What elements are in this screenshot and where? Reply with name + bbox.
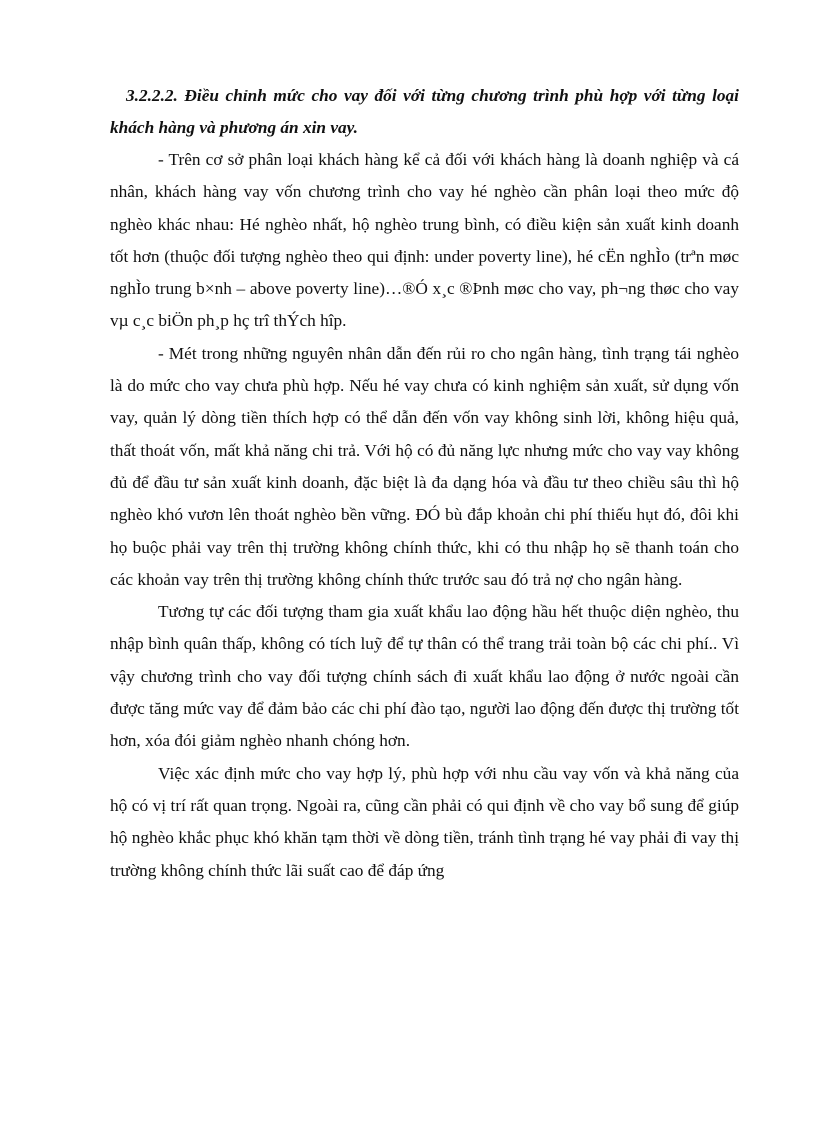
paragraph-3: Tương tự các đối tượng tham gia xuất khẩu lao động hầu hết thuộc diện nghèo, thu nhập bình quân thấp, không có tích luỹ để tự thân có thể trang trải toàn bộ các chi phí.. Vì vậy chương trình cho vay đối tượng chính sách đi xuất khẩu lao động ở nước ngoài cần được tăng mức vay để đảm bảo các chi phí đào tạo, người lao động đến được thị trường tốt hơn, xóa đói giảm nghèo nhanh chóng hơn. (110, 602, 739, 751)
paragraph-1: - Trên cơ sở phân loại khách hàng kể cả đối với khách hàng là doanh nghiệp và cá nhân, khách hàng vay vốn chương trình cho vay hé nghèo cần phân loại theo mức độ nghèo khác nhau: Hé nghèo nhất, hộ nghèo trung bình, có điều kiện sản xuất kinh doanh tốt hơn (thuộc đối tượng nghèo theo qui định: under poverty line), hé cËn nghÌo (trªn møc nghÌo trung b×nh – above poverty line)…®Ó x¸c ®Þnh møc cho vay, ph¬ng thøc cho vay vµ c¸c biÖn ph¸p hç trî thÝch hîp. (110, 150, 739, 331)
paragraph-4: Việc xác định mức cho vay hợp lý, phù hợp với nhu cầu vay vốn và khả năng của hộ có vị trí rất quan trọng. Ngoài ra, cũng cần phải có qui định về cho vay bổ sung để giúp hộ nghèo khắc phục khó khăn tạm thời về dòng tiền, tránh tình trạng hé vay phải đi vay thị trường không chính thức lãi suất cao để đáp ứng (110, 763, 739, 880)
document-page (110, 80, 739, 887)
section-heading: 3.2.2.2. Điều chỉnh mức cho vay đối với từng chương trình phù hợp với từng loại khách hàng và phương án xin vay. (110, 86, 739, 137)
paragraph-2: - Mét trong những nguyên nhân dẫn đến rủi ro cho ngân hàng, tình trạng tái nghèo là do mức cho vay chưa phù hợp. Nếu hé vay chưa có kinh nghiệm sản xuất, sử dụng vốn vay, quản lý dòng tiền thích hợp có thể dẫn đến vốn vay không sinh lời, không hiệu quả, thất thoát vốn, mất khả năng chi trả. Với hộ có đủ năng lực nhưng mức cho vay vay không đủ để đầu tư sản xuất kinh doanh, đặc biệt là đa dạng hóa và đầu tư theo chiều sâu thì hộ nghèo khó vươn lên thoát nghèo bền vững. ĐÓ bù đắp khoản chi phí thiếu hụt đó, đôi khi họ buộc phải vay trên thị trường không chính thức, khi có thu nhập họ sẽ thanh toán cho các khoản vay trên thị trường không chính thức trước sau đó trả nợ cho ngân hàng. (110, 343, 739, 589)
